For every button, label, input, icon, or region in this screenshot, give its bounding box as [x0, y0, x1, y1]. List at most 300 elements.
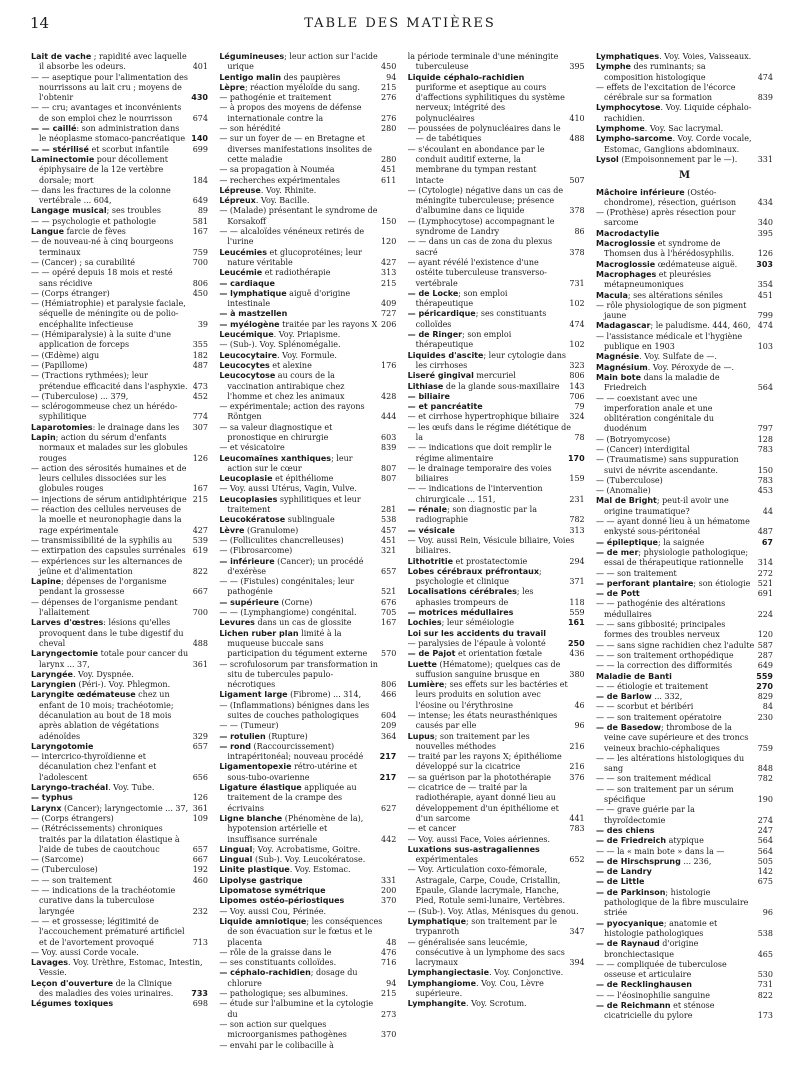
index-entry	[219, 351, 396, 361]
entry-text	[31, 742, 190, 752]
entry-heading: Leucémique	[219, 330, 274, 340]
entry-detail: — — son traitement orthopédique	[595, 650, 734, 660]
entry-text	[596, 321, 755, 331]
entry-detail: ; anatomie et histologie pathologiques	[603, 918, 718, 938]
entry-heading: — et pancréatite	[407, 402, 483, 412]
entry-heading: Macrodactylie	[595, 228, 660, 238]
entry-page-ref: 450	[381, 62, 397, 72]
index-entry	[219, 124, 396, 134]
index-entry	[596, 754, 773, 775]
entry-text	[219, 495, 378, 516]
entry-detail: — — aseptique pour l'alimentation des nourrissons au lait cru ; moyens de l'obtenir	[31, 72, 188, 103]
index-entry	[219, 93, 396, 103]
index-entry	[596, 672, 773, 682]
index-entry	[219, 660, 396, 691]
entry-heading: Lysol	[595, 154, 619, 164]
index-entry	[31, 155, 208, 186]
entry-text	[408, 649, 567, 659]
entry-text	[596, 692, 755, 702]
entry-text	[408, 382, 567, 392]
entry-text	[596, 754, 755, 775]
entry-heading: Laparotomies	[31, 422, 93, 432]
entry-text	[408, 660, 567, 681]
index-entry	[408, 443, 585, 464]
index-entry	[408, 907, 585, 917]
entry-heading: Mâchoire inférieure	[595, 187, 685, 197]
entry-text	[219, 721, 378, 731]
entry-detail: — le drainage temporaire des voies biliaires	[407, 463, 552, 484]
entry-detail: — généralisée sans leucémie, consécutive à un lymphome des sacs lacrymaux	[407, 937, 565, 968]
entry-page-ref: 782	[569, 515, 585, 525]
entry-page-ref: 94	[386, 978, 397, 988]
entry-detail: — poussées de polynucléaires dans le — de tabétiques	[407, 124, 561, 144]
entry-text	[219, 124, 378, 134]
entry-text	[596, 155, 755, 165]
index-entry	[408, 371, 585, 381]
entry-text	[219, 557, 378, 578]
entry-detail: — — indications de l'intervention chirurgicale ... 151,	[407, 484, 543, 504]
entry-page-ref: 215	[192, 494, 208, 504]
entry-page-ref: 649	[757, 661, 773, 671]
index-entry	[596, 1001, 773, 1022]
entry-page-ref: 340	[757, 218, 773, 228]
entry-heading: Langage musical	[31, 206, 107, 216]
entry-text	[31, 752, 190, 783]
entry-detail: ; son étiologie	[693, 578, 751, 588]
entry-text	[219, 732, 378, 742]
entry-detail: — (Cytologie) négative dans un cas de méningite tuberculeuse; présence d'albumine dans ce liquide	[407, 185, 564, 216]
entry-detail: — sa propagation à Nouméa	[219, 165, 335, 175]
entry-page-ref: 307	[192, 422, 208, 432]
entry-page-ref: 451	[757, 290, 773, 300]
entry-page-ref: 120	[381, 237, 397, 247]
entry-text	[596, 713, 755, 723]
index-entry	[408, 835, 585, 845]
entry-page-ref: 691	[757, 589, 773, 599]
entry-text	[219, 598, 378, 608]
entry-heading: — de Recklinghausen	[595, 980, 692, 990]
index-entry	[408, 186, 585, 217]
index-entry	[408, 392, 585, 402]
entry-detail: de la glande sous-maxillaire	[443, 381, 560, 391]
entry-page-ref: 313	[569, 525, 585, 535]
entry-text	[596, 352, 770, 362]
entry-detail: ; son diagnostic par la radiographie	[415, 505, 537, 525]
index-entry	[596, 867, 773, 877]
entry-text	[596, 980, 755, 990]
index-entry	[219, 248, 396, 269]
entry-page-ref: 176	[381, 360, 397, 370]
entry-text	[219, 999, 378, 1020]
entry-page-ref: 487	[757, 527, 773, 537]
entry-text	[31, 505, 190, 536]
entry-detail: et radiothérapie	[262, 268, 331, 278]
index-entry	[408, 660, 585, 681]
entry-text	[596, 435, 755, 445]
entry-heading: — rénale	[407, 505, 448, 515]
entry-page-ref: 39	[197, 319, 208, 329]
entry-detail: : son administration dans le néoplasme stomaco-pancréatique	[39, 124, 186, 144]
entry-detail: (Empoisonnement par le —).	[618, 154, 738, 164]
entry-detail: ; leur action sur l'acide urique	[227, 52, 378, 72]
entry-detail: — — sans gibbosité; principales formes des troubles nerveux	[595, 620, 726, 640]
entry-page-ref: 170	[567, 453, 585, 463]
index-entry	[408, 505, 585, 526]
entry-text	[219, 1041, 393, 1051]
entry-text	[31, 577, 190, 598]
index-entry	[596, 589, 773, 599]
entry-text	[219, 629, 378, 660]
index-entry	[408, 773, 585, 783]
entry-detail: — (Tractions rythmées); leur prétendue efficacité dans l'asphyxie.	[31, 371, 188, 391]
entry-detail: — injections de sérum antidiphtérique	[31, 494, 187, 504]
entry-detail: — (Malade) présentant le syndrome de Korsakoff	[219, 206, 378, 226]
index-entry	[31, 536, 208, 546]
entry-page-ref: 657	[192, 741, 208, 751]
index-entry	[219, 608, 396, 618]
index-entry	[408, 938, 585, 969]
entry-page-ref: 627	[381, 803, 397, 813]
entry-text	[31, 690, 190, 741]
index-entry	[31, 145, 208, 155]
entry-heading: — pyocyanique	[595, 918, 664, 928]
entry-heading: Larynx	[31, 803, 62, 813]
entry-detail: (Sub-). Voy. Leucokératose.	[252, 855, 366, 865]
index-entry	[219, 845, 396, 855]
entry-text	[596, 888, 760, 919]
entry-heading: — perforant plantaire	[595, 578, 694, 588]
entry-text	[408, 351, 567, 372]
index-entry	[219, 73, 396, 83]
entry-page-ref: 216	[569, 762, 585, 772]
index-column-3	[408, 52, 585, 1074]
index-entry	[219, 484, 396, 494]
entry-detail: — — coexistant avec une imperforation anale et une oblitération congénitale du duodénum	[595, 393, 714, 434]
entry-page-ref: 799	[757, 311, 773, 321]
entry-text	[31, 979, 188, 1000]
entry-text	[219, 474, 378, 484]
entry-detail: . Voy. Bacille.	[255, 196, 310, 206]
entry-text	[596, 363, 770, 373]
entry-page-ref: 94	[386, 72, 397, 82]
entry-text	[596, 682, 753, 692]
entry-heading: — motrices médullaires	[407, 608, 514, 618]
entry-page-ref: 488	[569, 134, 585, 144]
entry-detail: — — indications de la trachéotomie curative dans la tuberculose laryngée	[31, 886, 176, 916]
index-entry	[408, 382, 585, 392]
running-title: TABLE DES MATIÈRES	[304, 16, 496, 31]
entry-detail: ; dépenses de l'organisme pendant la grossesse	[39, 577, 167, 597]
entry-text	[31, 917, 190, 948]
entry-page-ref: 364	[381, 731, 397, 741]
entry-page-ref: 559	[569, 608, 585, 618]
entry-page-ref: 118	[569, 597, 585, 607]
entry-page-ref: 128	[757, 434, 773, 444]
entry-page-ref: 822	[757, 990, 773, 1000]
entry-text	[596, 919, 755, 940]
entry-page-ref: 323	[569, 360, 585, 370]
entry-heading: Laminectomie	[31, 154, 95, 164]
index-entry	[31, 876, 208, 886]
entry-text	[596, 301, 755, 322]
entry-heading: Madagascar	[595, 321, 651, 331]
index-entry	[31, 598, 208, 619]
entry-page-ref: 250	[567, 638, 585, 648]
entry-detail: — scrofulosorum par transformation in situ de tubercules papulo-nécrotiques	[219, 659, 378, 690]
index-entry	[408, 639, 585, 649]
entry-heading: Laryngectomie	[31, 649, 99, 659]
index-entry	[219, 474, 396, 484]
entry-detail: — — (Tumeur)	[219, 721, 279, 731]
index-entry	[596, 229, 773, 239]
index-entry	[219, 227, 396, 248]
entry-text	[219, 340, 393, 350]
entry-page-ref: 217	[379, 752, 397, 762]
entry-text	[219, 186, 393, 196]
index-entry	[408, 217, 585, 238]
index-entry	[596, 980, 773, 990]
entry-detail: — Voy. aussi Utérus, Vagin, Vulve.	[219, 484, 357, 494]
entry-text	[219, 526, 378, 536]
entry-page-ref: 521	[381, 587, 397, 597]
entry-detail: (Fibrome) ... 314,	[287, 690, 362, 700]
entry-page-ref: 276	[381, 93, 397, 103]
entry-text	[408, 536, 582, 557]
entry-heading: Maladie de Banti	[595, 671, 672, 681]
entry-page-ref: 466	[381, 690, 397, 700]
index-entry	[31, 361, 208, 371]
entry-detail: ... 236,	[680, 856, 712, 866]
entry-detail: — traité par les rayons X; épithéliome développé sur la cicatrice	[407, 752, 562, 772]
entry-heading: — des chiens	[595, 825, 655, 835]
entry-detail: . Voy. Liquide céphalo-rachidien.	[603, 103, 752, 123]
entry-detail: — — ayant donné lieu à un hématome enkysté sous-péritonéal	[595, 517, 750, 537]
entry-page-ref: 401	[192, 62, 208, 72]
entry-heading: — de Little	[595, 877, 645, 887]
index-entry	[596, 960, 773, 981]
entry-text	[31, 783, 205, 793]
entry-page-ref: 731	[569, 278, 585, 288]
entry-page-ref: 774	[192, 412, 208, 422]
index-entry	[596, 208, 773, 229]
index-entry	[31, 124, 208, 145]
entry-text	[596, 496, 760, 517]
entry-text	[408, 330, 567, 351]
entry-text	[408, 968, 582, 978]
entry-page-ref: 806	[192, 278, 208, 288]
index-entry	[219, 515, 396, 525]
entry-text	[596, 103, 770, 124]
index-entry	[31, 814, 208, 824]
index-entry	[219, 1020, 396, 1041]
entry-heading: Leucoplasie	[219, 474, 273, 484]
entry-detail: — sclérogommeuse chez un hérédo-syphilitique	[31, 402, 178, 422]
entry-text	[31, 495, 190, 505]
entry-page-ref: 376	[569, 772, 585, 782]
entry-detail: — dans les fractures de la colonne vertébrale ... 604,	[31, 185, 171, 206]
index-entry	[31, 793, 208, 803]
entry-heading: — cardiaque	[219, 278, 275, 288]
entry-detail: traitée par les rayons X	[279, 319, 378, 329]
entry-heading: Ligature élastique	[219, 783, 302, 793]
entry-text	[219, 165, 378, 175]
entry-page-ref: 287	[757, 650, 773, 660]
entry-heading: Lithiase	[407, 381, 444, 391]
index-entry	[219, 732, 396, 742]
entry-text	[408, 258, 567, 289]
entry-detail: — les œufs dans le régime diététique de la	[407, 422, 571, 442]
entry-page-ref: 657	[381, 566, 397, 576]
entry-detail: — Voy. aussi Corde vocale.	[31, 947, 139, 957]
entry-text	[219, 227, 378, 248]
entry-text	[408, 309, 567, 330]
entry-page-ref: 276	[381, 113, 397, 123]
entry-heading: Macula	[595, 290, 628, 300]
entry-text	[408, 289, 567, 310]
entry-text	[31, 371, 190, 392]
entry-heading: — biliaire	[407, 391, 450, 401]
entry-detail: et scorbut infantile	[88, 144, 169, 154]
entry-page-ref: 280	[381, 154, 397, 164]
index-entry	[31, 865, 208, 875]
entry-text	[596, 723, 755, 754]
index-entry	[31, 186, 208, 207]
entry-page-ref: 79	[574, 402, 585, 412]
index-entry	[219, 557, 396, 578]
entry-text	[408, 845, 567, 866]
entry-detail: puriforme et aseptique au cours d'affections syphilitiques du système nerveux; intégrité des polynucléaires	[415, 82, 565, 123]
entry-text	[31, 680, 205, 690]
entry-page-ref: 331	[757, 154, 773, 164]
index-entry	[219, 309, 396, 319]
entry-page-ref: 161	[567, 618, 585, 628]
entry-detail: (Péri-). Voy. Phlegmon.	[75, 680, 171, 690]
entry-heading: — de Landry	[595, 867, 652, 877]
entry-detail: . Voy. Tube.	[108, 783, 155, 793]
entry-detail: la période terminale d'une méningite tuberculeuse	[407, 52, 559, 72]
index-entry	[219, 855, 396, 865]
index-entry	[408, 464, 585, 485]
entry-detail: ; son emploi thérapeutique	[415, 288, 508, 309]
entry-detail: — Voy. aussi Face, Voies aériennes.	[407, 834, 551, 844]
entry-page-ref: 215	[381, 82, 397, 92]
entry-text	[408, 557, 567, 567]
entry-page-ref: 848	[757, 764, 773, 774]
entry-page-ref: 103	[757, 342, 773, 352]
entry-text	[31, 546, 190, 556]
entry-page-ref: 159	[569, 474, 585, 484]
entry-heading: Lentigo malin	[219, 72, 282, 82]
entry-text	[408, 217, 572, 238]
index-entry	[31, 742, 208, 752]
entry-page-ref: 428	[381, 391, 397, 401]
entry-heading: Lymphatiques	[595, 52, 660, 61]
entry-detail: ; les conséquences de son évacuation sur le fœtus et le placenta	[227, 916, 383, 947]
entry-heading: Lapin	[31, 432, 56, 442]
index-entry	[596, 713, 773, 723]
entry-text	[31, 536, 190, 546]
entry-text	[596, 445, 755, 455]
entry-page-ref: 699	[192, 144, 208, 154]
entry-detail: — effets de l'excitation de l'écorce cérébrale sur sa formation	[595, 82, 736, 103]
entry-detail: ; ses altérations séniles	[627, 290, 723, 300]
index-entry	[219, 546, 396, 556]
entry-text	[219, 886, 378, 896]
index-entry	[596, 682, 773, 692]
entry-page-ref: 142	[757, 867, 773, 877]
entry-detail: ; le paludisme. 444, 460,	[650, 321, 751, 331]
entry-heading: Lipolyse gastrique	[219, 875, 303, 885]
entry-heading: — rond	[219, 741, 251, 751]
entry-detail: — intercrico-thyroïdienne et décanulation chez l'enfant et l'adolescent	[31, 752, 157, 782]
entry-text	[31, 423, 190, 433]
entry-text	[408, 145, 567, 186]
index-entry	[31, 649, 208, 670]
entry-page-ref: 705	[381, 608, 397, 618]
entry-heading: Main bote	[595, 372, 642, 382]
entry-heading: Lingual	[219, 855, 253, 865]
entry-detail: totale pour cancer du larynx ... 37,	[39, 649, 189, 669]
index-entry	[596, 579, 773, 589]
entry-detail: chez un enfant de 10 mois; trachéotomie; décanulation au bout de 18 mois après ablation de végétations adénoïdes	[39, 690, 174, 741]
index-entry	[219, 690, 396, 700]
entry-heading: — lymphatique	[219, 288, 287, 298]
entry-text	[219, 515, 378, 525]
index-entry	[596, 301, 773, 322]
entry-page-ref: 167	[192, 484, 208, 494]
entry-detail: — (Corps étranger)	[31, 288, 110, 298]
entry-text	[31, 886, 190, 917]
entry-detail: — (Tuberculose)	[31, 865, 98, 875]
entry-page-ref: 713	[192, 937, 208, 947]
entry-detail: et alexine	[269, 360, 312, 370]
entry-heading: — rotulien	[219, 731, 266, 741]
entry-page-ref: 657	[192, 844, 208, 854]
entry-detail: . Voy. Priapisme.	[273, 330, 341, 340]
index-entry	[408, 752, 585, 773]
entry-heading: Lymphe	[595, 62, 631, 72]
entry-heading: — de Ringer	[407, 330, 463, 340]
index-entry	[596, 774, 773, 784]
entry-detail: — (Lymphocytose) accompagnant le syndrome de Landry	[407, 216, 555, 237]
entry-detail: — (Traumatisme) sans suppuration suivi de névrite ascendante.	[595, 455, 739, 475]
entry-page-ref: 675	[757, 877, 773, 887]
index-entry	[408, 237, 585, 258]
entry-text	[31, 433, 190, 464]
entry-detail: ; réaction myéloïde du sang.	[244, 82, 360, 92]
entry-page-ref: 182	[192, 350, 208, 360]
entry-heading: — typhus	[31, 793, 73, 803]
entry-detail: — expérimentale; action des rayons Röntgen	[219, 402, 365, 422]
entry-detail: — — son traitement par un sérum spécifique	[595, 784, 734, 805]
entry-page-ref: 700	[192, 608, 208, 618]
entry-page-ref: 314	[757, 558, 773, 568]
entry-detail: . Voy. Voies, Vaisseaux.	[659, 52, 752, 61]
index-entry	[219, 196, 396, 206]
entry-detail: — son hérédité	[219, 124, 281, 134]
entry-page-ref: 603	[381, 432, 397, 442]
entry-detail: — — son traitement	[595, 568, 677, 578]
entry-detail: — — la « main bote » dans la —	[595, 846, 725, 856]
index-entry	[596, 239, 773, 260]
entry-heading: — de Pajot	[407, 649, 456, 659]
index-entry	[219, 289, 396, 310]
entry-heading: — de Parkinson	[595, 887, 666, 897]
entry-page-ref: 564	[757, 383, 773, 393]
index-entry	[596, 124, 773, 134]
index-entry	[408, 258, 585, 289]
index-entry	[596, 52, 773, 62]
